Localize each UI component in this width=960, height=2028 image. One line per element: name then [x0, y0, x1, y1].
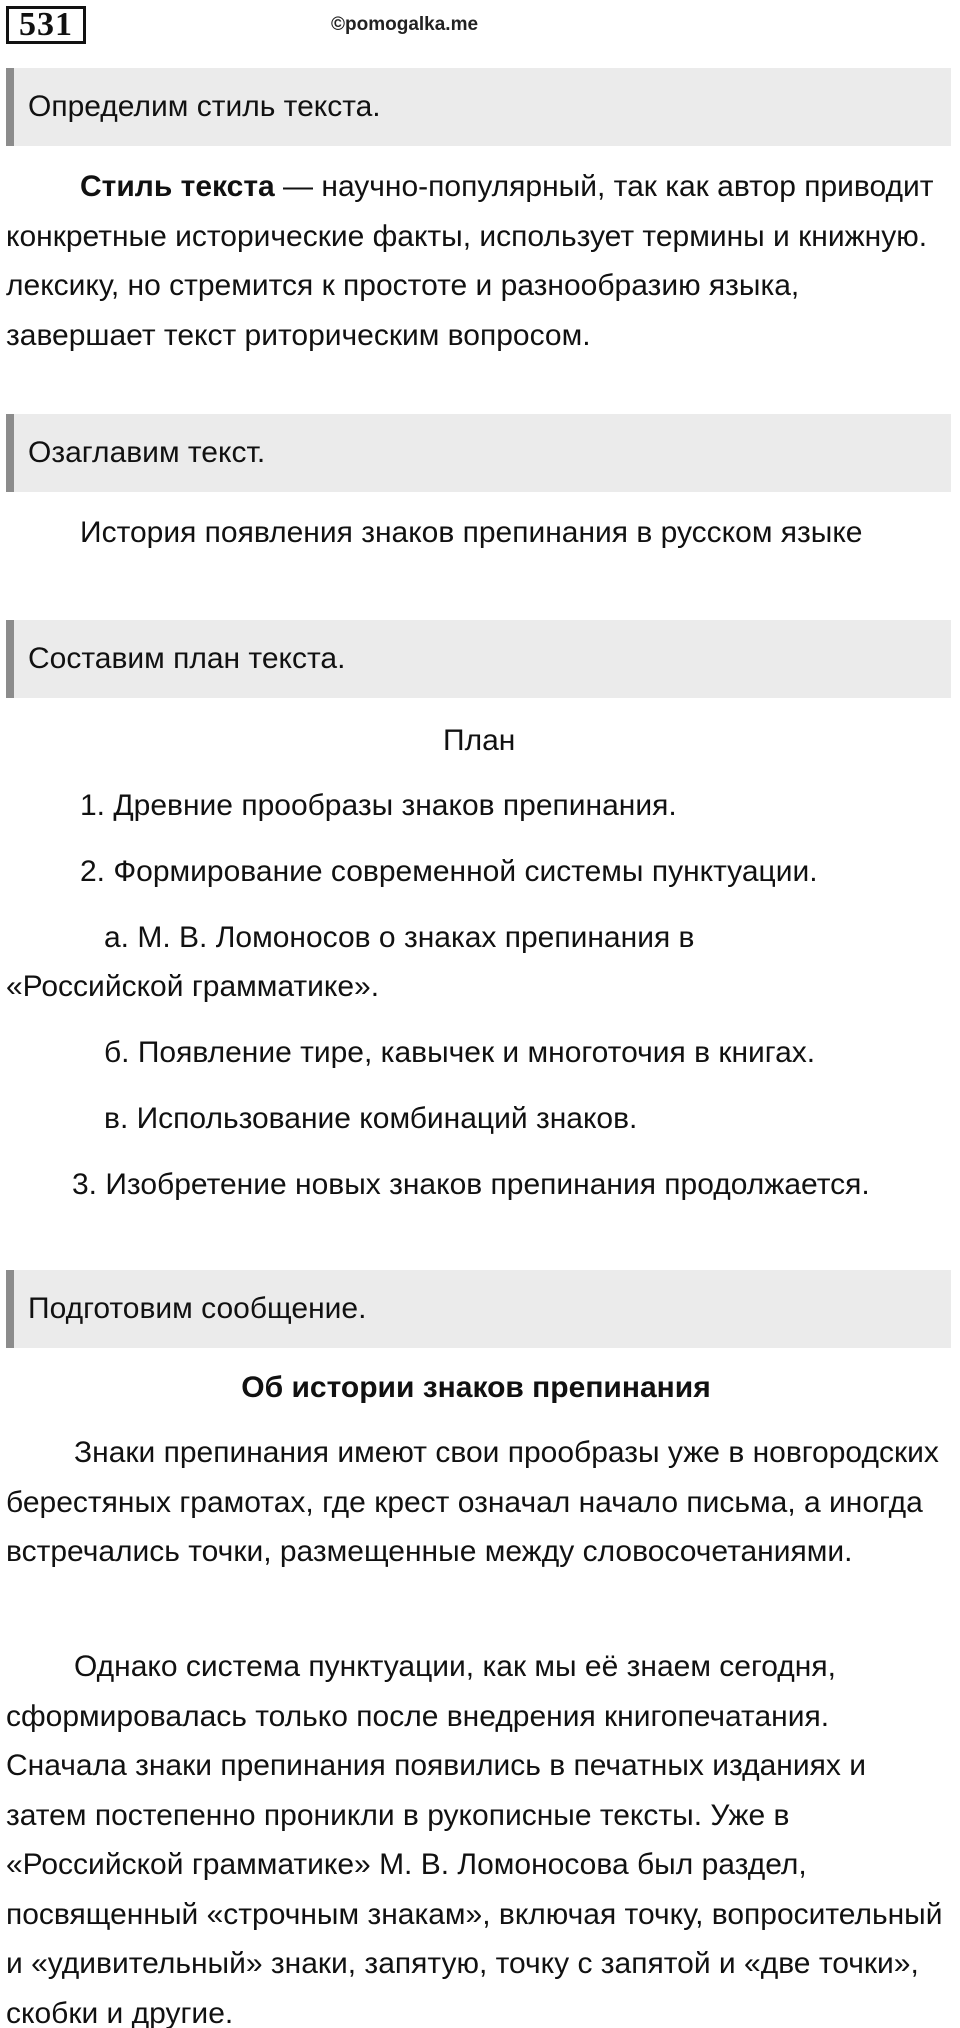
section-heading-plan: Составим план текста. [6, 620, 951, 698]
style-paragraph [6, 162, 946, 360]
message-paragraph-1: Знаки препинания имеют свои прообразы уже в новгородских берестяных грамотах, где крест означал начало письма, а иногда встречались точки, размещенные между словосочетаниями. [6, 1436, 939, 1568]
plan-item-2: 2. Формирование современной системы пунктуации. [80, 855, 818, 888]
plan-item-3: 3. Изобретение новых знаков препинания продолжается. [72, 1168, 870, 1201]
watermark: ©pomogalka.me [331, 14, 479, 35]
page-header [0, 0, 960, 56]
style-text: — научно-популярный, так как автор приводит конкретные исторические факты, использует термины и книжную. лексику, но стремится к простоте и разнообразию языка, завершает текст риторическим вопросом. [6, 170, 934, 352]
plan-heading: План [443, 724, 516, 757]
task-number-badge: 531 [6, 6, 86, 44]
message-paragraph-2: Однако система пунктуации, как мы её знаем сегодня, сформировалась только после внедрения книгопечатания. Сначала знаки препинания появились в печатных изданиях и затем постепенно проникли в рукописные тексты. Уже в «Российской грамматике» М. В. Ломоносова был раздел, посвященный «строчным знакам», включая точку, вопросительный и «удивительный» знаки, запятую, точку с запятой и «две точки», скобки и другие. [6, 1650, 943, 2028]
section-heading-message: Подготовим сообщение. [6, 1270, 951, 1348]
style-label: Стиль текста [80, 170, 275, 203]
plan-item-2a-line2: «Российской грамматике». [6, 970, 380, 1003]
plan-item-2a-line1: а. М. В. Ломоносов о знаках препинания в [104, 921, 695, 954]
message-title: Об истории знаков препинания [241, 1371, 711, 1404]
plan-item-2c: в. Использование комбинаций знаков. [104, 1102, 638, 1135]
plan-item-1: 1. Древние прообразы знаков препинания. [80, 789, 677, 822]
plan-item-2b: б. Появление тире, кавычек и многоточия в книгах. [104, 1036, 816, 1069]
section-heading-title: Озаглавим текст. [6, 414, 951, 492]
title-paragraph: История появления знаков препинания в русском языке [80, 516, 863, 549]
section-heading-style: Определим стиль текста. [6, 68, 951, 146]
